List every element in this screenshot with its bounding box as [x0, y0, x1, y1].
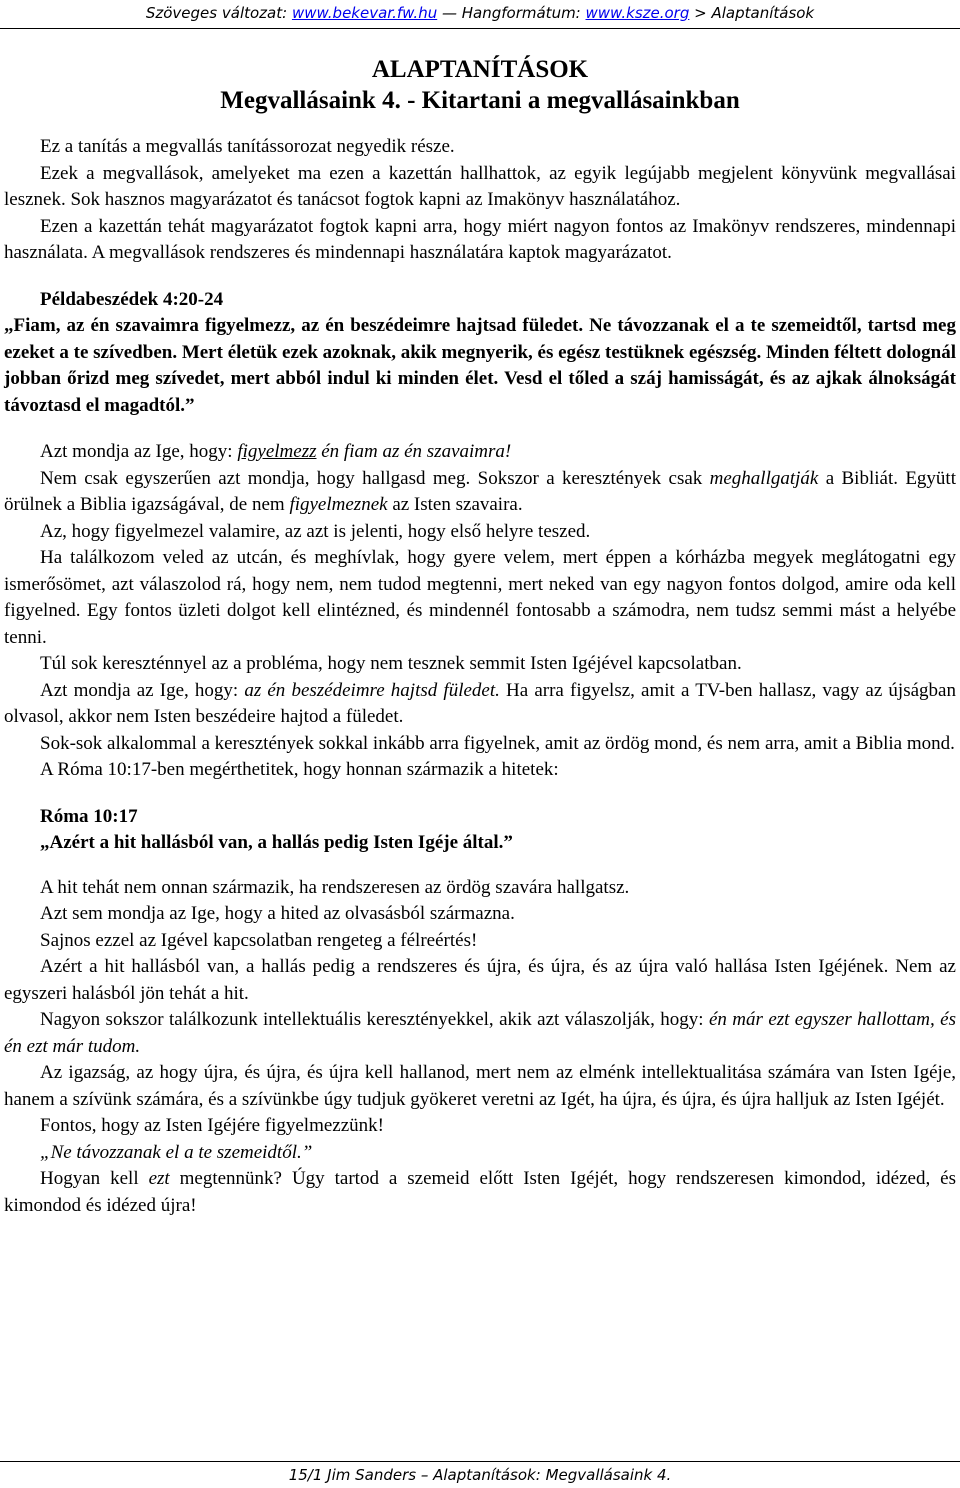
verse-reference: Példabeszédek 4:20-24	[40, 288, 224, 310]
page-footer: 15/1 Jim Sanders – Alaptanítások: Megvallásaink 4.	[288, 1466, 672, 1484]
text-run: Nem csak egyszerűen azt mondja, hogy hallgasd meg. Sokszor a keresztények csak	[40, 467, 710, 489]
body-paragraph	[4, 466, 956, 519]
verse-reference: Róma 10:17	[40, 805, 138, 827]
body-paragraph: Sajnos ezzel az Igével kapcsolatban rengeteg a félreértés!	[40, 929, 478, 951]
header-divider	[0, 28, 960, 29]
page-header	[0, 0, 960, 28]
intro-paragraph-2: Ezek a megvallások, amelyeket ma ezen a kazettán hallhattok, az egyik legújabb megjelent könyvünk megvallásai lesznek. Sok hasznos magyarázatot és tanácsot fogtok kapni az Imakönyv használatához.	[4, 162, 956, 210]
emphasis: én fiam az én szavaimra!	[316, 441, 512, 462]
footer-divider	[0, 1461, 960, 1462]
body-paragraph: Azért a hit hallásból van, a hallás pedig a rendszeres és újra, és újra, és az újra való hallása Isten Igéjének. Nem az egyszeri halásból jön tehát a hit.	[4, 956, 956, 1004]
body-paragraph	[4, 439, 956, 466]
text-run: Hogyan kell	[40, 1168, 149, 1189]
body-paragraph: Fontos, hogy az Isten Igéjére figyelmezzünk!	[40, 1115, 384, 1136]
emphasis: én már ezt egyszer hallottam, és én ezt már tudom.	[4, 1009, 956, 1057]
body-paragraph: Túl sok kereszténnyel az a probléma, hogy nem tesznek semmit Isten Igéjével kapcsolatban.	[40, 653, 742, 674]
text-run: Azt mondja az Ige, hogy:	[40, 441, 238, 462]
body-paragraph: Az igazság, az hogy újra, és újra, és újra kell hallanod, mert nem az elménk intellektualitása számára van Isten Igéje, hanem a szívünk számára, és a szívünkbe úgy tudjuk gyökeret veretni az Igét, ha újra, és újra, és újra halljuk az Isten Igéjét.	[4, 1062, 956, 1110]
intro-paragraph-3: Ezen a kazettán tehát magyarázatot fogtok kapni arra, hogy miért nagyon fontos az Imakönyv rendszeres, mindennapi használata. A megvallások rendszeres és mindennapi használatára kaptok magyarázatot.	[4, 215, 956, 263]
body-paragraph: Sok-sok alkalommal a keresztények sokkal inkább arra figyelnek, amit az ördög mond, és nem arra, amit a Biblia mond.	[40, 732, 955, 754]
emphasis: meghallgatják	[709, 467, 819, 489]
title-line-2: Megvallásaink 4. - Kitartani a megvallásainkban	[220, 87, 740, 114]
emphasis-underlined: figyelmezz	[237, 441, 317, 462]
text-run: Azt mondja az Ige, hogy:	[40, 679, 245, 701]
body-paragraph	[4, 1166, 956, 1219]
document-body	[4, 54, 956, 1219]
emphasis: „Ne távozzanak el a te szemeidtől.”	[40, 1141, 313, 1163]
body-paragraph: Ha találkozom veled az utcán, és meghívlak, hogy gyere velem, mert éppen a kórházba megyek meglátogatni egy ismerősömet, azt válaszolod rá, hogy nem, nem tudod megtenni, mert neked van egy nagyon fontos dolgod, amire oda kell figyelned. Egy fontos üzleti dolgot kell elintézned, és mindennél fontosabb a számodra, nem tudsz semmi mást a helyébe tenni.	[4, 547, 956, 648]
body-paragraph	[4, 1140, 956, 1167]
body-paragraph	[4, 1007, 956, 1060]
emphasis: ezt	[148, 1168, 170, 1189]
title-line-1: ALAPTANÍTÁSOK	[371, 56, 589, 83]
bekevar-link[interactable]: www.bekevar.fw.hu	[291, 4, 438, 22]
text-run: a Bibliát. Együtt örülnek a Biblia igazságával, de nem	[4, 467, 956, 515]
text-run: az Isten szavaira.	[387, 494, 523, 515]
text-run: megtennünk? Úgy tartod a szemeid előtt Isten Igéjét, hogy rendszeresen kimondod, idézed, és kimondod és idézed újra!	[4, 1168, 956, 1216]
body-paragraph: A hit tehát nem onnan származik, ha rendszeresen az ördög szavára hallgatsz.	[40, 876, 630, 898]
emphasis: az én beszédeimre hajtsd füledet.	[244, 679, 500, 701]
body-paragraph: Azt sem mondja az Ige, hogy a hited az olvasásból származna.	[40, 903, 515, 924]
verse-text: „Fiam, az én szavaimra figyelmezz, az én beszédeimre hajtsad füledet. Ne távozzanak el a te szemeidtől, tartsd meg ezeket a te szívedben. Mert életük ezek azoknak, akik megnyerik, és egész testüknek egészség. Minden féltett dolognál jobban őrizd meg szívedet, mert abból indul ki minden élet. Vesd el tőled a száj hamisságát, és az ajkak álnokságát távoztasd el magadtól.”	[4, 315, 956, 416]
ksze-link[interactable]: www.ksze.org	[585, 4, 690, 22]
header-prefix: Szöveges változat:	[145, 4, 292, 22]
page-title	[4, 54, 956, 116]
text-run: Nagyon sokszor találkozunk intellektuális keresztényekkel, akik azt válaszolják, hogy:	[40, 1009, 709, 1030]
body-paragraph: A Róma 10:17-ben megérthetitek, hogy honnan származik a hitetek:	[40, 759, 559, 780]
intro-paragraph-1: Ez a tanítás a megvallás tanítássorozat negyedik része.	[40, 136, 455, 157]
verse-text: „Azért a hit hallásból van, a hallás pedig Isten Igéje által.”	[40, 832, 513, 853]
body-paragraph: Az, hogy figyelmezel valamire, az azt is jelenti, hogy első helyre teszed.	[40, 520, 591, 542]
text-run: Ha arra figyelsz, amit a TV-ben hallasz, vagy az újságban olvasol, akkor nem Isten beszédeire hajtod a füledet.	[4, 679, 956, 727]
header-suffix: > Alaptanítások	[689, 4, 815, 22]
header-middle: — Hangformátum:	[437, 4, 586, 22]
emphasis: figyelmeznek	[289, 494, 388, 515]
body-paragraph	[4, 678, 956, 731]
